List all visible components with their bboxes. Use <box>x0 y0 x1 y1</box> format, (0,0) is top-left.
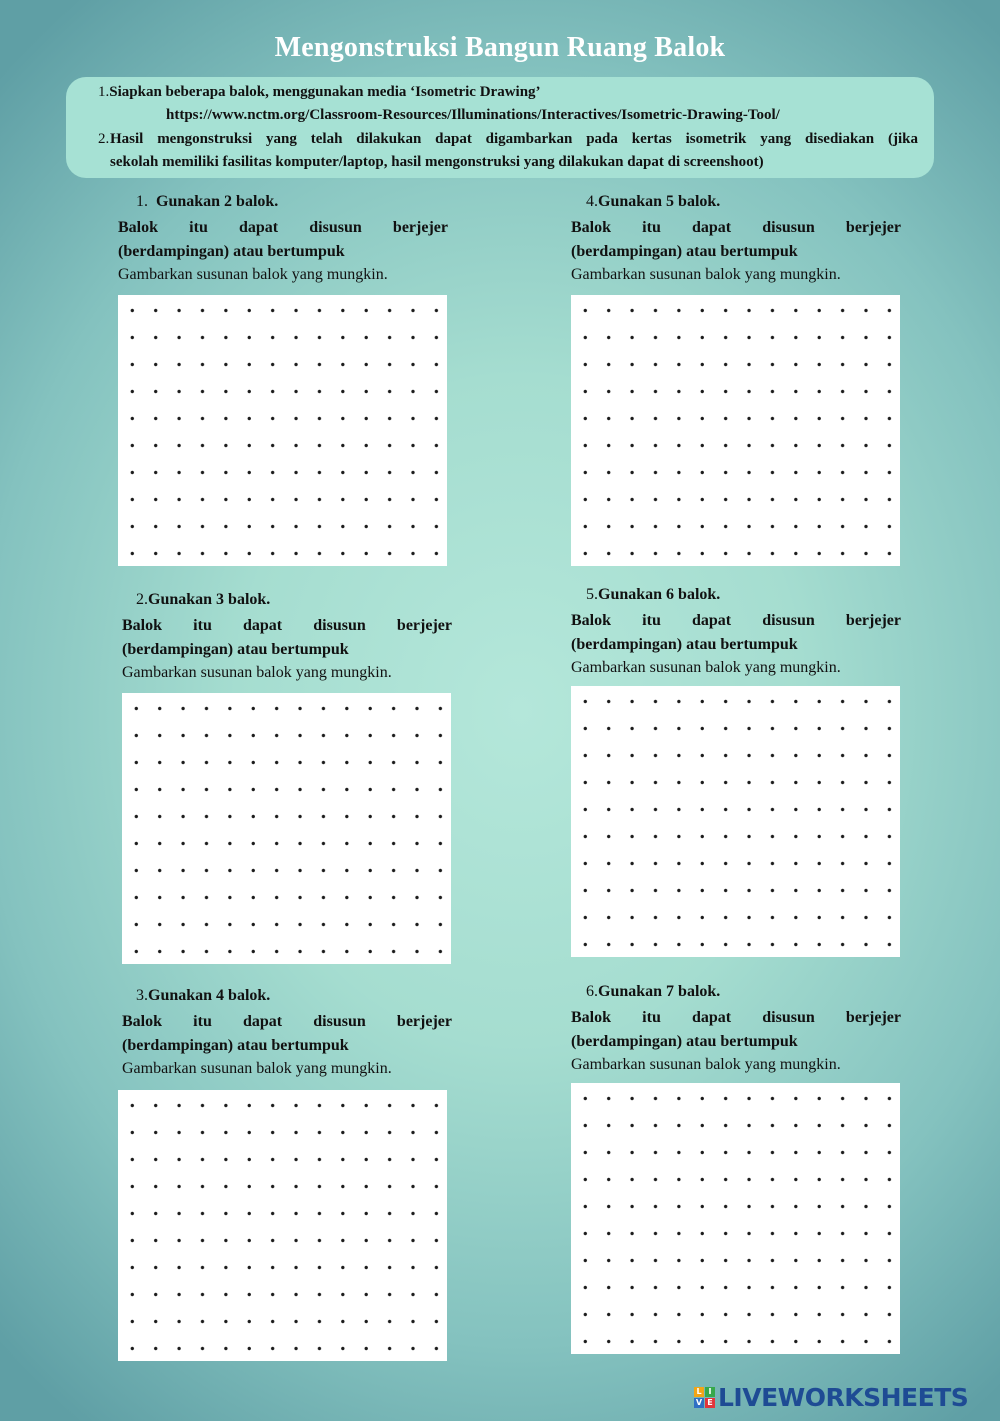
instructions-box <box>66 77 934 178</box>
section-6-note: Gambarkan susunan balok yang mungkin. <box>571 1056 841 1073</box>
section-3-desc-line-1: Balok itu dapat disusun berjejer <box>122 1013 452 1030</box>
liveworksheets-logo[interactable] <box>694 1380 968 1414</box>
section-3-note: Gambarkan susunan balok yang mungkin. <box>122 1060 392 1077</box>
liveworksheets-logo-icon <box>694 1387 715 1408</box>
section-4-desc-line-1: Balok itu dapat disusun berjejer <box>571 219 901 236</box>
instruction-2-line-1: Hasil mengonstruksi yang telah dilakukan dapat digambarkan pada kertas isometrik yang disediakan (jika <box>110 131 918 147</box>
section-2-number: 2. <box>136 591 148 608</box>
logo-letter-e: E <box>705 1398 715 1408</box>
section-4-heading <box>586 193 720 211</box>
instruction-1-text: Siapkan beberapa balok, menggunakan media ‘Isometric Drawing’ <box>109 84 541 100</box>
section-5-desc-line-1: Balok itu dapat disusun berjejer <box>571 612 901 629</box>
section-1-desc-line-1: Balok itu dapat disusun berjejer <box>118 219 448 236</box>
section-2-isometric-dot-grid[interactable] <box>122 693 451 964</box>
section-3-title: Gunakan 4 balok. <box>148 987 271 1004</box>
section-2-desc-line-1: Balok itu dapat disusun berjejer <box>122 617 452 634</box>
section-2-desc-line-2: (berdampingan) atau bertumpuk <box>122 641 349 658</box>
section-6-desc-line-2: (berdampingan) atau bertumpuk <box>571 1033 798 1050</box>
instruction-1-number: 1. <box>98 84 110 100</box>
logo-letter-i: I <box>705 1387 715 1397</box>
instruction-1 <box>98 81 541 104</box>
page-title: Mengonstruksi Bangun Ruang Balok <box>274 32 726 63</box>
isometric-tool-link[interactable]: https://www.nctm.org/Classroom-Resources/Illuminations/Interactives/Isometric-Drawing-Tool/ <box>166 107 780 123</box>
section-6-description <box>571 1006 901 1054</box>
section-3-heading <box>136 987 270 1005</box>
section-4-number: 4. <box>586 193 598 210</box>
section-1-description <box>118 216 448 264</box>
section-5-desc-line-2: (berdampingan) atau bertumpuk <box>571 636 798 653</box>
section-1-number: 1. <box>136 193 148 210</box>
section-5-number: 5. <box>586 586 598 603</box>
section-6-number: 6. <box>586 983 598 1000</box>
instruction-2-line-2: sekolah memiliki fasilitas komputer/laptop, hasil mengonstruksi yang dilakukan dapat di screenshoot) <box>110 154 764 170</box>
section-5-heading <box>586 586 720 604</box>
logo-letter-l: L <box>694 1387 704 1397</box>
logo-letter-v: V <box>695 1397 703 1407</box>
section-1-heading <box>136 193 278 211</box>
section-4-note: Gambarkan susunan balok yang mungkin. <box>571 266 841 283</box>
section-6-desc-line-1: Balok itu dapat disusun berjejer <box>571 1009 901 1026</box>
section-5-isometric-dot-grid[interactable] <box>571 686 900 957</box>
section-4-desc-line-2: (berdampingan) atau bertumpuk <box>571 243 798 260</box>
section-2-heading <box>136 591 270 609</box>
section-5-note: Gambarkan susunan balok yang mungkin. <box>571 659 841 676</box>
section-1-note: Gambarkan susunan balok yang mungkin. <box>118 266 388 283</box>
section-3-description <box>122 1010 452 1058</box>
section-6-heading <box>586 983 720 1001</box>
section-1-desc-line-2: (berdampingan) atau bertumpuk <box>118 243 345 260</box>
section-1-isometric-dot-grid[interactable] <box>118 295 447 566</box>
section-2-description <box>122 614 452 662</box>
section-4-description <box>571 216 901 264</box>
section-4-title: Gunakan 5 balok. <box>598 193 721 210</box>
section-3-desc-line-2: (berdampingan) atau bertumpuk <box>122 1037 349 1054</box>
section-2-title: Gunakan 3 balok. <box>148 591 271 608</box>
instruction-2-number: 2. <box>98 131 110 147</box>
section-6-title: Gunakan 7 balok. <box>598 983 721 1000</box>
section-6-isometric-dot-grid[interactable] <box>571 1083 900 1354</box>
section-3-isometric-dot-grid[interactable] <box>118 1090 447 1361</box>
liveworksheets-wordmark: LIVEWORKSHEETS <box>718 1382 969 1412</box>
section-3-number: 3. <box>136 987 148 1004</box>
section-4-isometric-dot-grid[interactable] <box>571 295 900 566</box>
section-2-note: Gambarkan susunan balok yang mungkin. <box>122 664 392 681</box>
section-5-description <box>571 609 901 657</box>
section-5-title: Gunakan 6 balok. <box>598 586 721 603</box>
section-1-title: Gunakan 2 balok. <box>156 193 279 210</box>
